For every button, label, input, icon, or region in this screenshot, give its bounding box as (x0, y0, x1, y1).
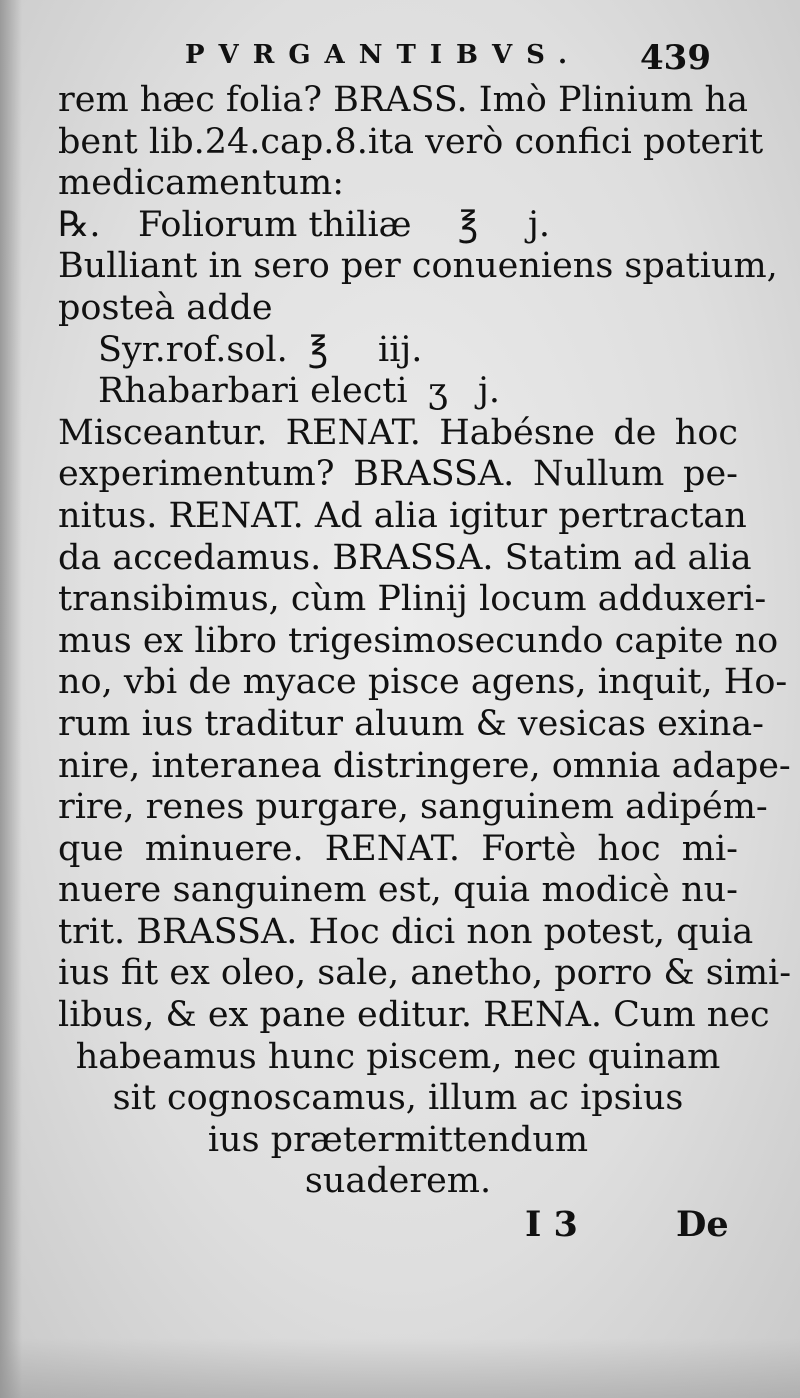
text-line: ius fit ex oleo, sale, anetho, porro & simi- (58, 953, 792, 994)
apothecary-unit: ℥ (458, 204, 479, 245)
text-line: rire, renes purgare, sanguinem adipém- (58, 787, 768, 828)
recipe-line (58, 371, 738, 413)
page-number: 439 (640, 38, 711, 78)
page-footer (0, 1204, 800, 1254)
text-line: experimentum? BRASSA. Nullum pe- (58, 454, 738, 495)
closing-line: sit cognoscamus, illum ac ipsius (112, 1078, 684, 1119)
text-line: da accedamus. BRASSA. Statim ad alia (58, 537, 752, 578)
text-line: libus, & ex pane editur. RENA. Cum nec (58, 995, 770, 1036)
text-line: trit. BRASSA. Hoc dici non potest, quia (58, 911, 754, 952)
recipe-quantity: j. (528, 204, 550, 245)
recipe-quantity: iij. (378, 329, 423, 370)
text-line: transibimus, cùm Plinij locum adduxeri- (58, 579, 767, 620)
recipe-symbol: ℞. (58, 204, 101, 245)
running-head: PVRGANTIBVS. (185, 40, 582, 70)
closing-line: habeamus hunc piscem, nec quinam (75, 1036, 721, 1077)
text-line: nire, interanea distringere, omnia adape- (58, 745, 791, 786)
text-line: no, vbi de myace pisce agens, inquit, Ho- (58, 662, 788, 703)
recipe-line (58, 205, 738, 247)
recipe-quantity: j. (478, 371, 500, 412)
closing-line: suaderem. (304, 1161, 492, 1202)
recipe-ingredient: Rhabarbari electi (98, 371, 408, 412)
text-line: Bulliant in sero per conueniens spatium, (58, 246, 778, 287)
recipe-line (58, 330, 738, 372)
text-line: nuere sanguinem est, quia modicè nu- (58, 870, 738, 911)
catchword: De (676, 1204, 729, 1245)
page-gutter-shadow (0, 0, 22, 1398)
text-line: Misceantur. RENAT. Habésne de hoc (58, 412, 738, 453)
apothecary-unit: ʒ (428, 371, 448, 412)
text-line: bent lib.24.cap.8.ita verò confici poterit (58, 121, 764, 162)
closing-line: ius prætermittendum (207, 1119, 589, 1160)
recipe-ingredient: Syr.rof.sol. (98, 329, 288, 370)
text-line: rem hæc folia? BRASS. Imò Plinium ha (58, 80, 748, 120)
text-line: nitus. RENAT. Ad alia igitur pertractan (58, 495, 747, 536)
text-line: posteà adde (58, 287, 273, 328)
signature-mark: I 3 (525, 1204, 578, 1245)
page-bottom-shadow (0, 1338, 800, 1398)
apothecary-unit: ℥ (308, 329, 329, 370)
text-line: que minuere. RENAT. Fortè hoc mi- (58, 828, 738, 869)
recipe-ingredient: Foliorum thiliæ (138, 204, 412, 245)
text-line: mus ex libro trigesimosecundo capite no (58, 620, 779, 661)
text-line: medicamentum: (58, 163, 344, 204)
text-block (58, 80, 792, 1203)
text-line: rum ius traditur aluum & vesicas exina- (58, 703, 764, 744)
